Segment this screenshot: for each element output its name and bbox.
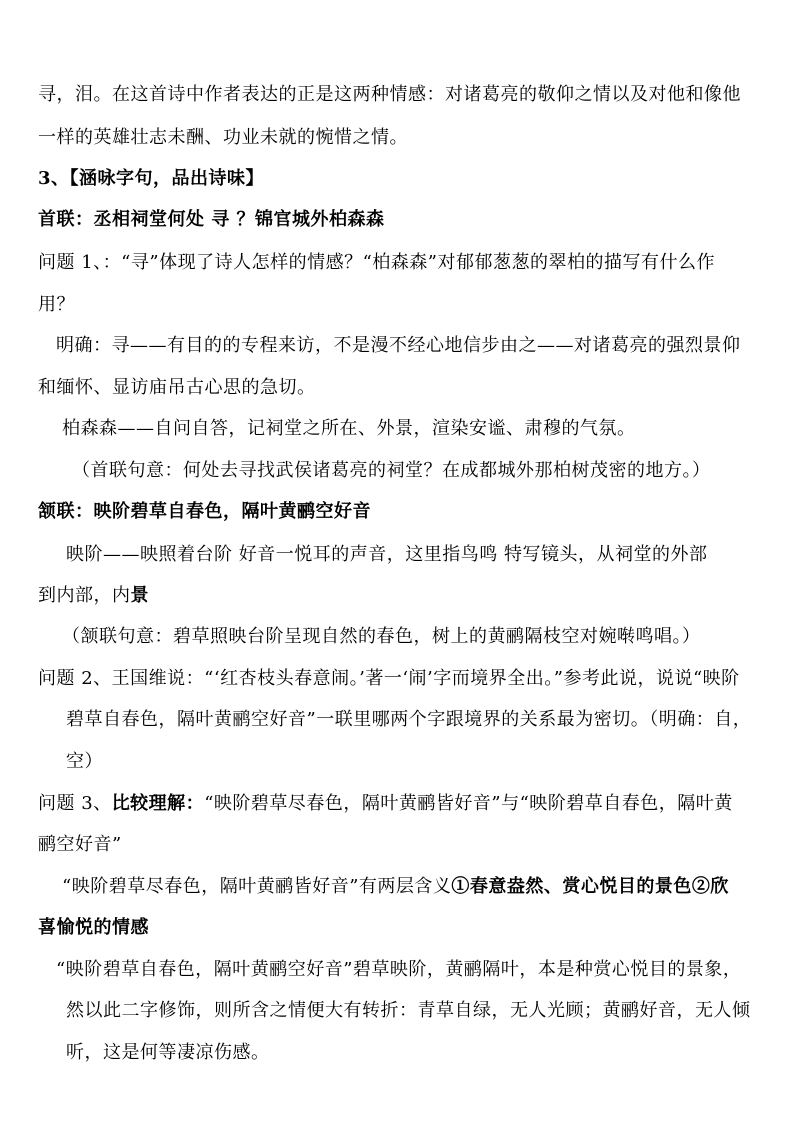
question-3-line-2: 鹂空好音” [38, 834, 122, 855]
paragraph-line-2: 一样的英雄壮志未酬、功业未就的惋惜之情。 [38, 127, 408, 148]
question-2-line-2: 碧草自春色，隔叶黄鹂空好音”一联里哪两个字跟境界的关系最为密切。（明确：自， [66, 709, 752, 730]
couplet-1-heading: 首联：丞相祠堂何处 寻 ？锦官城外柏森森 [38, 209, 385, 230]
analysis-1-line-2: 喜愉悦的情感 [38, 917, 149, 938]
couplet-2-meaning: （颔联句意：碧草照映台阶呈现自然的春色，树上的黄鹂隔枝空对婉啭鸣唱。） [62, 626, 701, 647]
couplet-2-note-line-2 [38, 584, 149, 608]
question-3-bold-label: 比较理解： [111, 793, 205, 814]
answer-1-line-1: 明确：寻——有目的的专程来访，不是漫不经心地信步由之——对诸葛亮的强烈景仰 [56, 335, 741, 356]
analysis-2-line-2: 然以此二字修饰，则所含之情便大有转折：青草自绿，无人光顾；黄鹂好音，无人倾 [66, 1000, 751, 1021]
couplet-2-note-bold: 景 [130, 585, 149, 606]
question-3-label: 问题 3、 [38, 793, 112, 814]
answer-1-line-3: 柏森森——自问自答，记祠堂之所在、外景，渲染安谧、肃穆的气氛。 [62, 418, 636, 439]
question-3-text: “映阶碧草尽春色，隔叶黄鹂皆好音”与“映阶碧草自春色，隔叶黄 [204, 793, 733, 814]
analysis-1-bold: ①春意盎然、赏心悦目的景色②欣 [451, 876, 729, 897]
paragraph-line-1: 寻，泪。在这首诗中作者表达的正是这两种情感：对诸葛亮的敬仰之情以及对他和像他 [38, 84, 741, 105]
couplet-1-meaning: （首联句意：何处去寻找武侯诸葛亮的祠堂？在成都城外那柏树茂密的地方。） [72, 460, 711, 481]
couplet-2-note-line-1: 映阶——映照着台阶 好音一悦耳的声音，这里指鸟鸣 特写镜头，从祠堂的外部 [66, 544, 708, 565]
answer-1-line-2: 和缅怀、显访庙吊古心思的急切。 [38, 377, 316, 398]
couplet-2-note-text: 到内部，内 [38, 585, 131, 606]
question-2-line-3: 空） [66, 751, 103, 772]
section-heading: 3、【涵咏字句，品出诗味】 [38, 168, 265, 189]
analysis-2-line-3: 听，这是何等凄凉伤感。 [66, 1042, 270, 1063]
question-1-line-1: 问题 1、：“寻”体现了诗人怎样的情感？“柏森森”对郁郁葱葱的翠柏的描写有什么作 [38, 252, 715, 273]
couplet-2-heading: 颔联：映阶碧草自春色，隔叶黄鹂空好音 [38, 501, 371, 522]
question-2-line-1: 问题 2、王国维说：“‘红杏枝头春意闹。’著一‘闹’字而境界全出。”参考此说，说说“映阶 [38, 668, 740, 689]
analysis-1-line-1 [62, 875, 729, 899]
analysis-2-line-1: “映阶碧草自春色，隔叶黄鹂空好音”碧草映阶，黄鹂隔叶，本是种赏心悦目的景象， [56, 959, 742, 980]
analysis-1-text: “映阶碧草尽春色，隔叶黄鹂皆好音”有两层含义 [62, 876, 452, 897]
question-3-line-1 [38, 792, 733, 816]
question-1-line-2: 用？ [38, 294, 75, 315]
